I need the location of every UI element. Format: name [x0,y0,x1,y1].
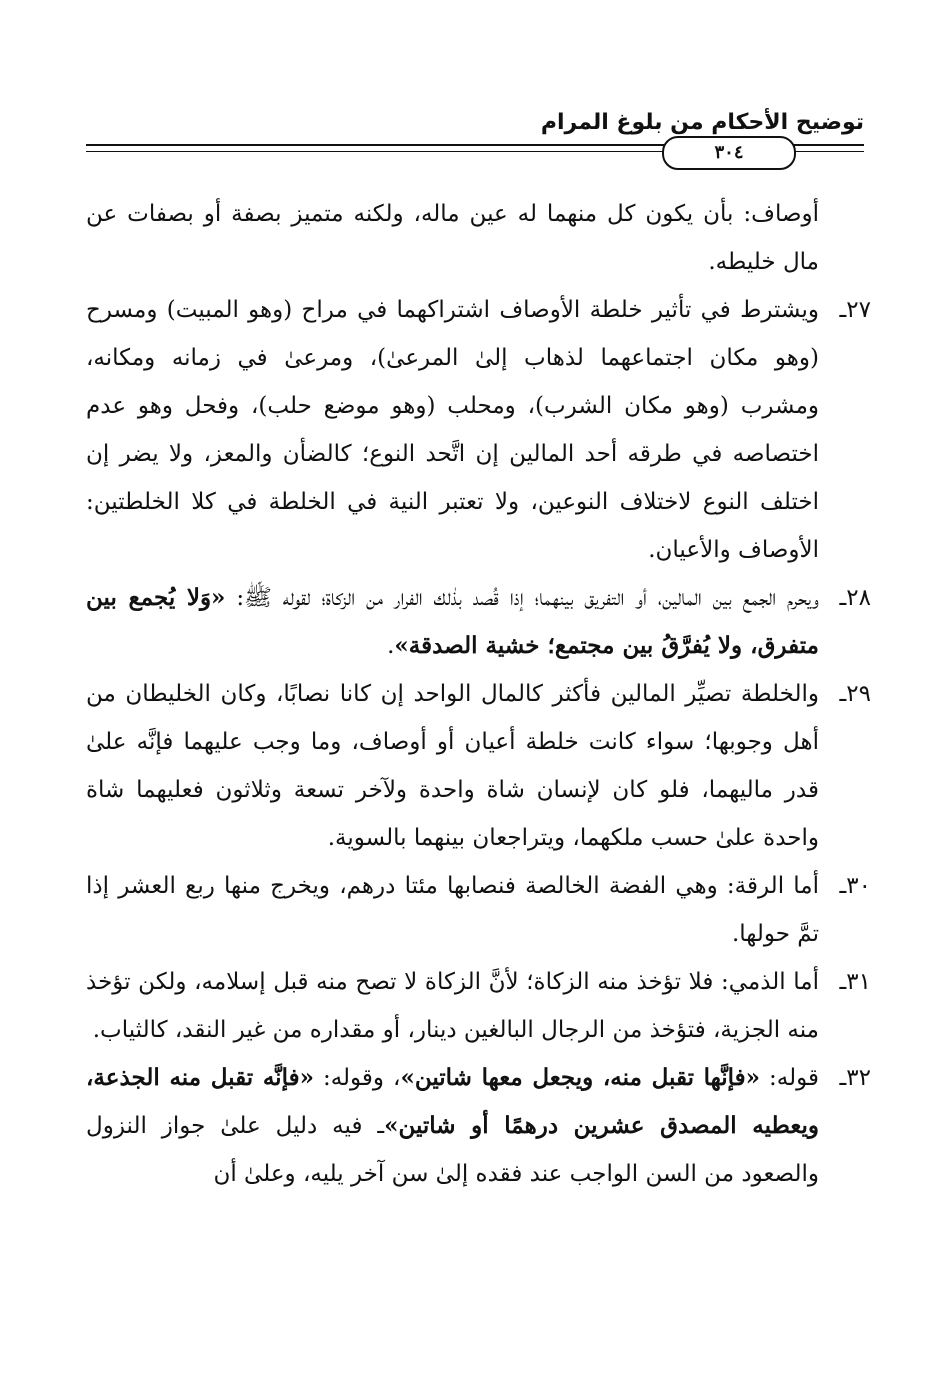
hadith-quote: «فإنَّه تقبل منه الجذعة، ويعطيه المصدق عشرين درهمًا أو شاتين» [86,1064,819,1139]
book-title: توضيح الأحكام من بلوغ المرام [540,110,864,135]
item-number: ٣١ ـ [819,958,871,1006]
item-number: ٢٧ ـ [819,286,871,334]
item-text-end: ـ فيه دليل علىٰ جواز النزول والصعود من السن الواجب عند فقده إلىٰ سن آخر يليه، وعلىٰ أن [86,1113,819,1187]
page-header [86,110,864,170]
list-item [86,286,871,574]
item-text: ويحرم الجمع بين المالين، أو التفريق بينهما؛ إذا قُصد بذٰلك الفرار من الزكاة؛ لقوله ﷺ: [225,585,819,611]
item-text-mid: ، وقوله: [313,1065,401,1091]
page-body [86,190,871,1198]
item-text: ويشترط في تأثير خلطة الأوصاف اشتراكهما في مراح (وهو المبيت) ومسرح (وهو مكان اجتماعهما لذهاب إلىٰ المرعىٰ)، ومرعىٰ في زمانه ومكانه، ومشرب (وهو مكان الشرب)، ومحلب (وهو موضع حلب)، وفحل وهو عدم اختصاصه في طرقه أحد المالين إن اتَّحد النوع؛ كالضأن والمعز، ولا يضر إن اختلف النوع لاختلاف النوعين، ولا تعتبر النية في الخلطة في كلا الخلطتين: الأوصاف والأعيان. [86,297,819,563]
item-number: ٢٨ ـ [819,574,871,622]
hadith-quote: «فإنَّها تقبل منه، ويجعل معها شاتين» [400,1064,761,1091]
item-number: ٢٩ ـ [819,670,871,718]
list-item [86,862,871,958]
item-text: أما الذمي: فلا تؤخذ منه الزكاة؛ لأنَّ الزكاة لا تصح منه قبل إسلامه، ولكن تؤخذ منه الجزية، فتؤخذ من الرجال البالغين دينار، أو مقداره من غير النقد، كالثياب. [86,969,819,1043]
item-text: قوله: [760,1065,820,1091]
item-text: والخلطة تصيِّر المالين فأكثر كالمال الواحد إن كانا نصابًا، وكان الخليطان من أهل وجوبها؛ سواء كانت خلطة أعيان أو أوصاف، وما وجب عليهما فإنَّه علىٰ قدر ماليهما، فلو كان لإنسان شاة واحدة ولآخر تسعة وثلاثون فعليهما شاة واحدة علىٰ حسب ملكهما، ويتراجعان بينهما بالسوية. [86,681,819,851]
list-item [86,574,871,670]
item-number: ٣٠ ـ [819,862,871,910]
item-number: ٣٢ ـ [819,1054,871,1102]
list-item [86,1054,871,1198]
hadith-quote: «وَلا يُجمع بين متفرق، ولا يُفرَّقُ بين مجتمع؛ خشية الصدقة» [86,584,819,659]
list-item [86,670,871,862]
page-number: ٣٠٤ [662,136,796,170]
intro-paragraph: أوصاف: بأن يكون كل منهما له عين ماله، ولكنه متميز بصفة أو بصفات عن مال خليطه. [86,201,819,275]
item-text-end: . [387,633,395,659]
list-item [86,958,871,1054]
item-text: أما الرقة: وهي الفضة الخالصة فنصابها مئتا درهم، ويخرج منها ربع العشر إذا تمَّ حولها. [86,873,819,947]
